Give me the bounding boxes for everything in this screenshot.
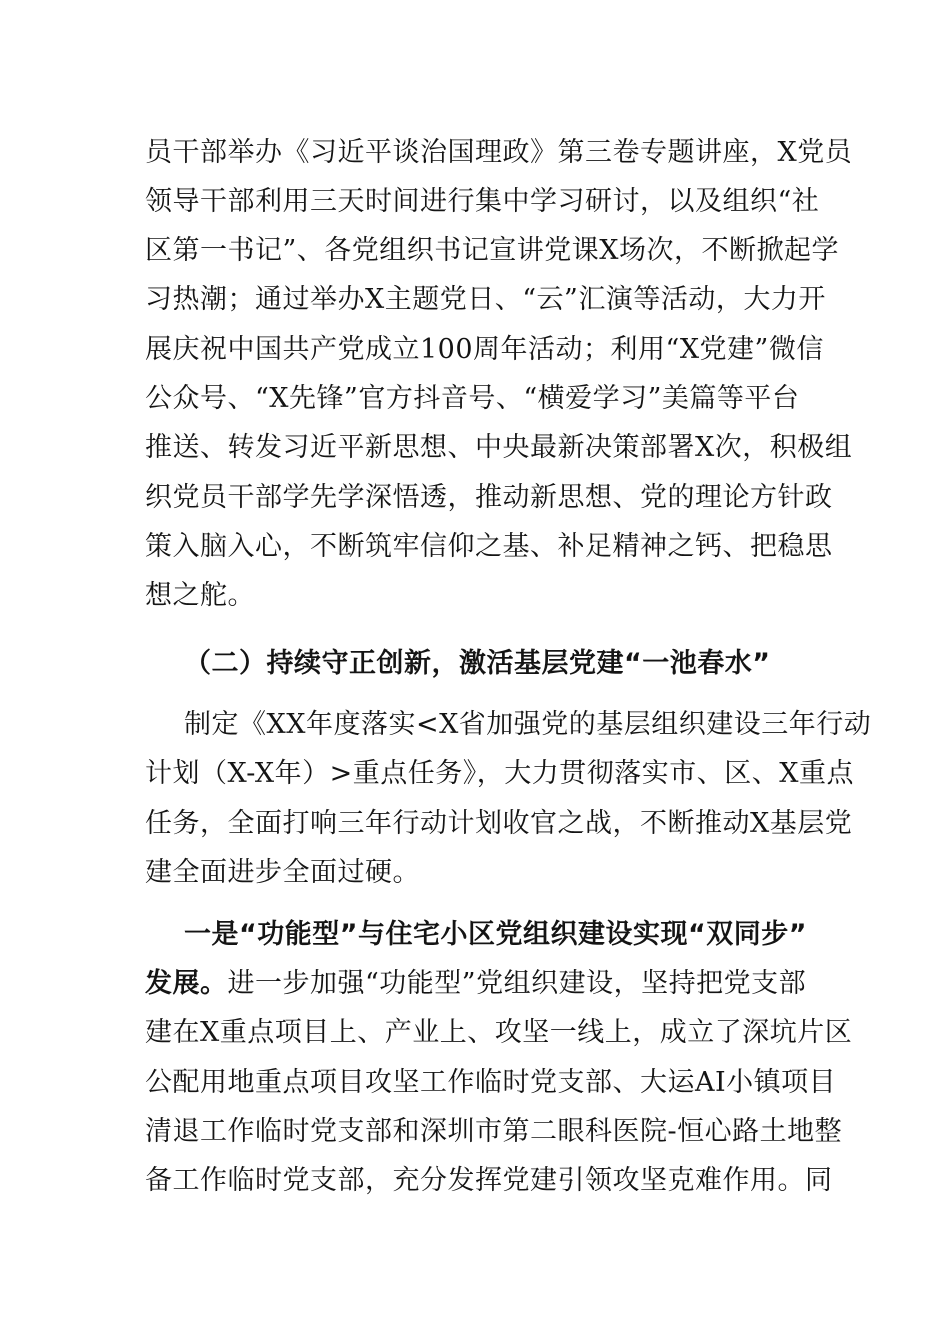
paragraph-1-line-10: 想之舵。 bbox=[145, 580, 255, 611]
paragraph-2-line-2: 计划（X-X年）>重点任务》，大力贯彻落实市、区、X重点 bbox=[145, 758, 854, 789]
paragraph-3-line-2-rest: 进一步加强“功能型”党组织建设，坚持把党支部 bbox=[227, 968, 807, 999]
paragraph-1-line-6: 公众号、“X先锋”官方抖音号、“横爱学习”美篇等平台 bbox=[145, 383, 800, 414]
paragraph-1-line-8: 织党员干部学先学深悟透，推动新思想、党的理论方针政 bbox=[145, 482, 833, 513]
paragraph-3-bold-lead-line-2: 发展。 bbox=[145, 968, 228, 999]
paragraph-1-line-1: 员干部举办《习近平谈治国理政》第三卷专题讲座，X党员 bbox=[145, 137, 853, 168]
paragraph-3-line-4: 公配用地重点项目攻坚工作临时党支部、大运AI小镇项目 bbox=[145, 1067, 837, 1098]
paragraph-1-line-7: 推送、转发习近平新思想、中央最新决策部署X次，积极组 bbox=[145, 432, 853, 463]
paragraph-3-line-3: 建在X重点项目上、产业上、攻坚一线上，成立了深坑片区 bbox=[145, 1017, 853, 1048]
paragraph-1-line-2: 领导干部利用三天时间进行集中学习研讨，以及组织“社 bbox=[145, 186, 820, 217]
paragraph-2-line-4: 建全面进步全面过硬。 bbox=[145, 857, 420, 888]
paragraph-1-line-9: 策入脑入心，不断筑牢信仰之基、补足精神之钙、把稳思 bbox=[145, 531, 833, 562]
paragraph-1-line-3: 区第一书记”、各党组织书记宣讲党课X场次，不断掀起学 bbox=[145, 235, 840, 266]
paragraph-2-line-1: 制定《XX年度落实<X省加强党的基层组织建设三年行动 bbox=[184, 709, 872, 740]
paragraph-3-line-6: 备工作临时党支部，充分发挥党建引领攻坚克难作用。同 bbox=[145, 1165, 833, 1196]
paragraph-3-line-2 bbox=[145, 964, 807, 1004]
section-heading: （二）持续守正创新，激活基层党建“一池春水” bbox=[184, 648, 771, 679]
paragraph-2-line-3: 任务，全面打响三年行动计划收官之战，不断推动X基层党 bbox=[145, 808, 853, 839]
paragraph-3-line-5: 清退工作临时党支部和深圳市第二眼科医院-恒心路土地整 bbox=[145, 1116, 843, 1147]
paragraph-1-line-5: 展庆祝中国共产党成立100周年活动；利用“X党建”微信 bbox=[145, 334, 824, 365]
paragraph-1-line-4: 习热潮；通过举办X主题党日、“云”汇演等活动，大力开 bbox=[145, 284, 826, 315]
paragraph-3-bold-lead-line-1: 一是“功能型”与住宅小区党组织建设实现“双同步” bbox=[184, 919, 807, 950]
